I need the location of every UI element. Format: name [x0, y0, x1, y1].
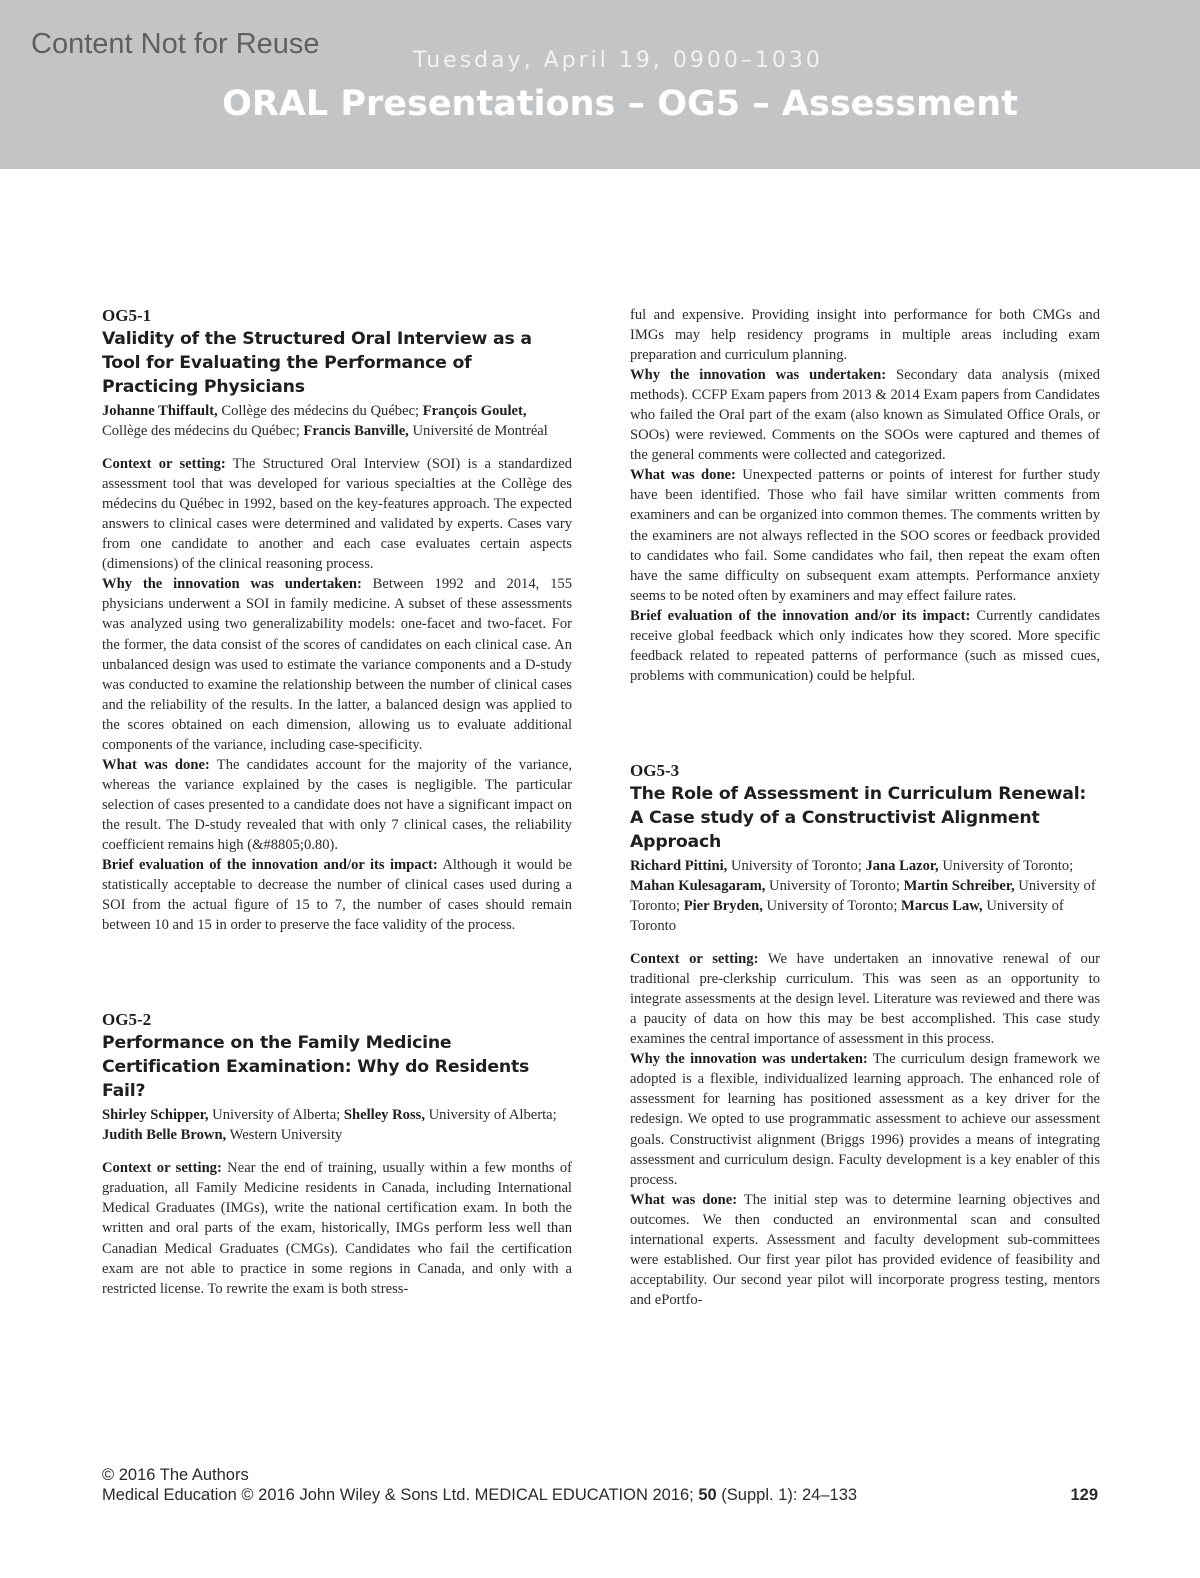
section-text: Near the end of training, usually within a few months of graduation, all Family Medicine residents in Canada, including International Medical Graduates (IMGs), write the national certification exam. In both the written and oral parts of the exam, historically, IMGs perform less well than Canadian Medical Graduates (CMGs). Candidates who fail the certification exam are not able to practice in some regions in Canada, and only with a restricted license. To rewrite the exam is both stress-: [102, 1160, 572, 1297]
author-name: Jana Lazor,: [865, 857, 939, 874]
section-text: Unexpected patterns or points of interest for further study have been identified. Those who fail have similar written comments from examiners and can be organized into common themes. The comments written by the examiners are not always reflected in the SOO scores or feedback provided to candidates who fail. Some candidates who fail, then repeat the exam often have the same difficulty on subsequent exam attempts. Performance anxiety seems to be noted often by examiners and may effect failure rates.: [630, 467, 1100, 604]
abstract-id: OG5-1: [102, 306, 152, 325]
abstract-og5-1: [102, 305, 572, 935]
section-label: Why the innovation was undertaken:: [102, 576, 362, 593]
section-label: Why the innovation was undertaken:: [630, 1051, 868, 1068]
section-label: What was done:: [630, 467, 736, 484]
journal-volume: 50: [698, 1485, 717, 1504]
abstract-og5-3: [630, 760, 1100, 1310]
abstract-title: The Role of Assessment in Curriculum Renewal: A Case study of a Constructivist Alignment Approach: [630, 783, 1087, 852]
abstract-og5-2-continued: [630, 305, 1100, 686]
author-name: François Goulet,: [422, 403, 527, 419]
author-name: Johanne Thiffault,: [102, 403, 218, 419]
section-text: The initial step was to determine learning objectives and outcomes. We then conducted an environmental scan and consulted international experts. Assessment and faculty development sub-committees were established. Our first year pilot has provided evidence of feasibility and acceptability. Our second year pilot will incorporate progress testing, mentors and ePortfo-: [630, 1191, 1101, 1308]
journal-pages: (Suppl. 1): 24–133: [716, 1485, 858, 1504]
author-affiliation: Université de Montréal: [408, 423, 548, 440]
section-text: ful and expensive. Providing insight into performance for both CMGs and IMGs may help residency programs in multiple areas including exam preparation and curriculum planning.: [630, 307, 1100, 364]
section-label: What was done:: [630, 1191, 738, 1208]
author-affiliation: University of Toronto;: [938, 857, 1074, 874]
abstract-section: [630, 606, 1100, 686]
abstract-section: [630, 465, 1100, 605]
author-name: Shirley Schipper,: [102, 1107, 209, 1124]
section-label: Context or setting:: [102, 1160, 222, 1177]
abstract-section: [630, 1049, 1100, 1189]
abstract-body: [630, 949, 1100, 1310]
section-text: We have undertaken an innovative renewal of our traditional pre-clerkship curriculum. This was seen as an opportunity to integrate assessments at the design level. Literature was reviewed and there was a paucity of data on how this may be best accomplished. This case study examines the central importance of assessment in this process.: [630, 951, 1100, 1048]
author-affiliation: Collège des médecins du Québec;: [102, 423, 304, 440]
author-name: Mahan Kulesagaram,: [630, 877, 766, 894]
author-name: Judith Belle Brown,: [102, 1127, 227, 1144]
author-name: Shelley Ross,: [343, 1107, 425, 1124]
section-text: Between 1992 and 2014, 155 physicians underwent a SOI in family medicine. A subset of these assessments was analyzed using two generalizability models: one-facet and two-facet. For the former, the data consist of the scores of candidates on each clinical case. An unbalanced design was used to estimate the variance components and a D-study was conducted to examine the relationship between the number of clinical cases and the reliability of the results. In the latter, a balanced design was applied to the scores obtained on each dimension, allowing us to evaluate additional components of the variance, including case-specificity.: [102, 576, 572, 753]
abstract-section: [630, 1190, 1100, 1310]
author-list: [102, 1105, 572, 1145]
author-affiliation: Collège des médecins du Québec;: [217, 403, 423, 419]
abstract-section: [102, 755, 572, 855]
section-label: Context or setting:: [102, 456, 226, 473]
section-text: Secondary data analysis (mixed methods). CCFP Exam papers from 2013 & 2014 Exam papers from Candidates who failed the Oral part of the exam (also known as Simulated Office Orals, or SOOs) were reviewed. Comments on the SOOs were captured and themes of the general comments were collected and categorized.: [630, 367, 1100, 464]
author-affiliation: University of Toronto;: [727, 857, 866, 874]
abstract-section: [630, 949, 1100, 1049]
section-label: Context or setting:: [630, 951, 759, 968]
section-text: The Structured Oral Interview (SOI) is a standardized assessment tool that was developed for various specialties at the Collège des médecins du Québec in 1992, based on the key-features approach. The expected answers to clinical cases were determined and validated by experts. Cases vary from one candidate to another and each case evaluates certain aspects (dimensions) of the clinical reasoning process.: [102, 456, 572, 573]
author-list: [102, 401, 572, 441]
watermark-text: Content Not for Reuse: [31, 28, 320, 60]
copyright-line: © 2016 The Authors: [102, 1466, 249, 1484]
abstract-title: Validity of the Structured Oral Interview as a Tool for Evaluating the Performance of Practicing Physicians: [102, 329, 532, 397]
journal-citation: [102, 1486, 1098, 1506]
abstract-id: OG5-2: [102, 1010, 152, 1030]
abstract-section: [102, 574, 572, 754]
journal-name: Medical Education © 2016 John Wiley & Sons Ltd. MEDICAL EDUCATION 2016;: [102, 1485, 699, 1504]
author-affiliation: University of Alberta;: [208, 1107, 344, 1124]
session-date: Tuesday, April 19, 0900–1030: [413, 48, 823, 73]
page-footer: [102, 1466, 1098, 1505]
abstract-body: [102, 1158, 572, 1298]
session-title: ORAL Presentations – OG5 – Assessment: [222, 84, 1018, 124]
page-number: 129: [1070, 1485, 1098, 1504]
author-name: Francis Banville,: [303, 423, 409, 440]
section-label: Brief evaluation of the innovation and/or its impact:: [630, 607, 971, 624]
section-label: Brief evaluation of the innovation and/or its impact:: [102, 857, 438, 874]
left-column: [102, 305, 572, 1299]
author-name: Martin Schreiber,: [903, 877, 1015, 894]
right-column: [630, 305, 1100, 1310]
author-affiliation: Western University: [226, 1127, 343, 1144]
abstract-section: [630, 365, 1100, 465]
abstract-section: [102, 454, 572, 574]
session-banner: [0, 0, 1200, 169]
section-label: Why the innovation was undertaken:: [630, 367, 887, 384]
author-affiliation: University of Toronto: [630, 897, 1064, 935]
author-name: Pier Bryden,: [683, 897, 763, 914]
section-text: The curriculum design framework we adopted is a flexible, individualized learning approach. The enhanced role of assessment for learning has positioned assessment as a key driver for the redesign. We opted to use programmatic assessment to achieve our assessment goals. Constructivist alignment (Briggs 1996) provides a means of integrating assessment and curriculum design. Faculty development is a key enabler of this process.: [630, 1051, 1100, 1188]
author-affiliation: University of Alberta;: [424, 1107, 557, 1124]
abstract-body: [102, 454, 572, 935]
abstract-section: [102, 1158, 572, 1298]
abstract-section: [102, 855, 572, 935]
abstract-og5-2: [102, 1009, 572, 1298]
author-list: [630, 856, 1100, 936]
abstract-section: [630, 305, 1100, 365]
author-affiliation: University of Toronto;: [630, 877, 1096, 914]
section-text: Currently candidates receive global feedback which only indicates how they scored. More specific feedback related to repeated patterns of performance (such as missed cues, problems with communication) could be helpful.: [630, 607, 1100, 684]
abstract-id: OG5-3: [630, 760, 680, 780]
author-name: Marcus Law,: [901, 897, 983, 914]
section-text: The candidates account for the majority of the variance, whereas the variance explained by the cases is negligible. The particular selection of cases presented to a candidate does not have a significant impact on the result. The D-study revealed that with only 7 clinical cases, the reliability coefficient remains high (&#8805;0.80).: [102, 756, 572, 853]
author-affiliation: University of Toronto;: [765, 877, 904, 894]
section-text: Although it would be statistically acceptable to decrease the number of clinical cases used during a SOI from the actual figure of 15 to 7, the number of cases should remain between 10 and 15 in order to preserve the face validity of the process.: [102, 857, 572, 934]
section-label: What was done:: [102, 756, 210, 773]
author-name: Richard Pittini,: [630, 857, 728, 874]
abstract-title: Performance on the Family Medicine Certification Examination: Why do Residents Fail?: [102, 1033, 530, 1102]
author-affiliation: University of Toronto;: [762, 897, 902, 914]
